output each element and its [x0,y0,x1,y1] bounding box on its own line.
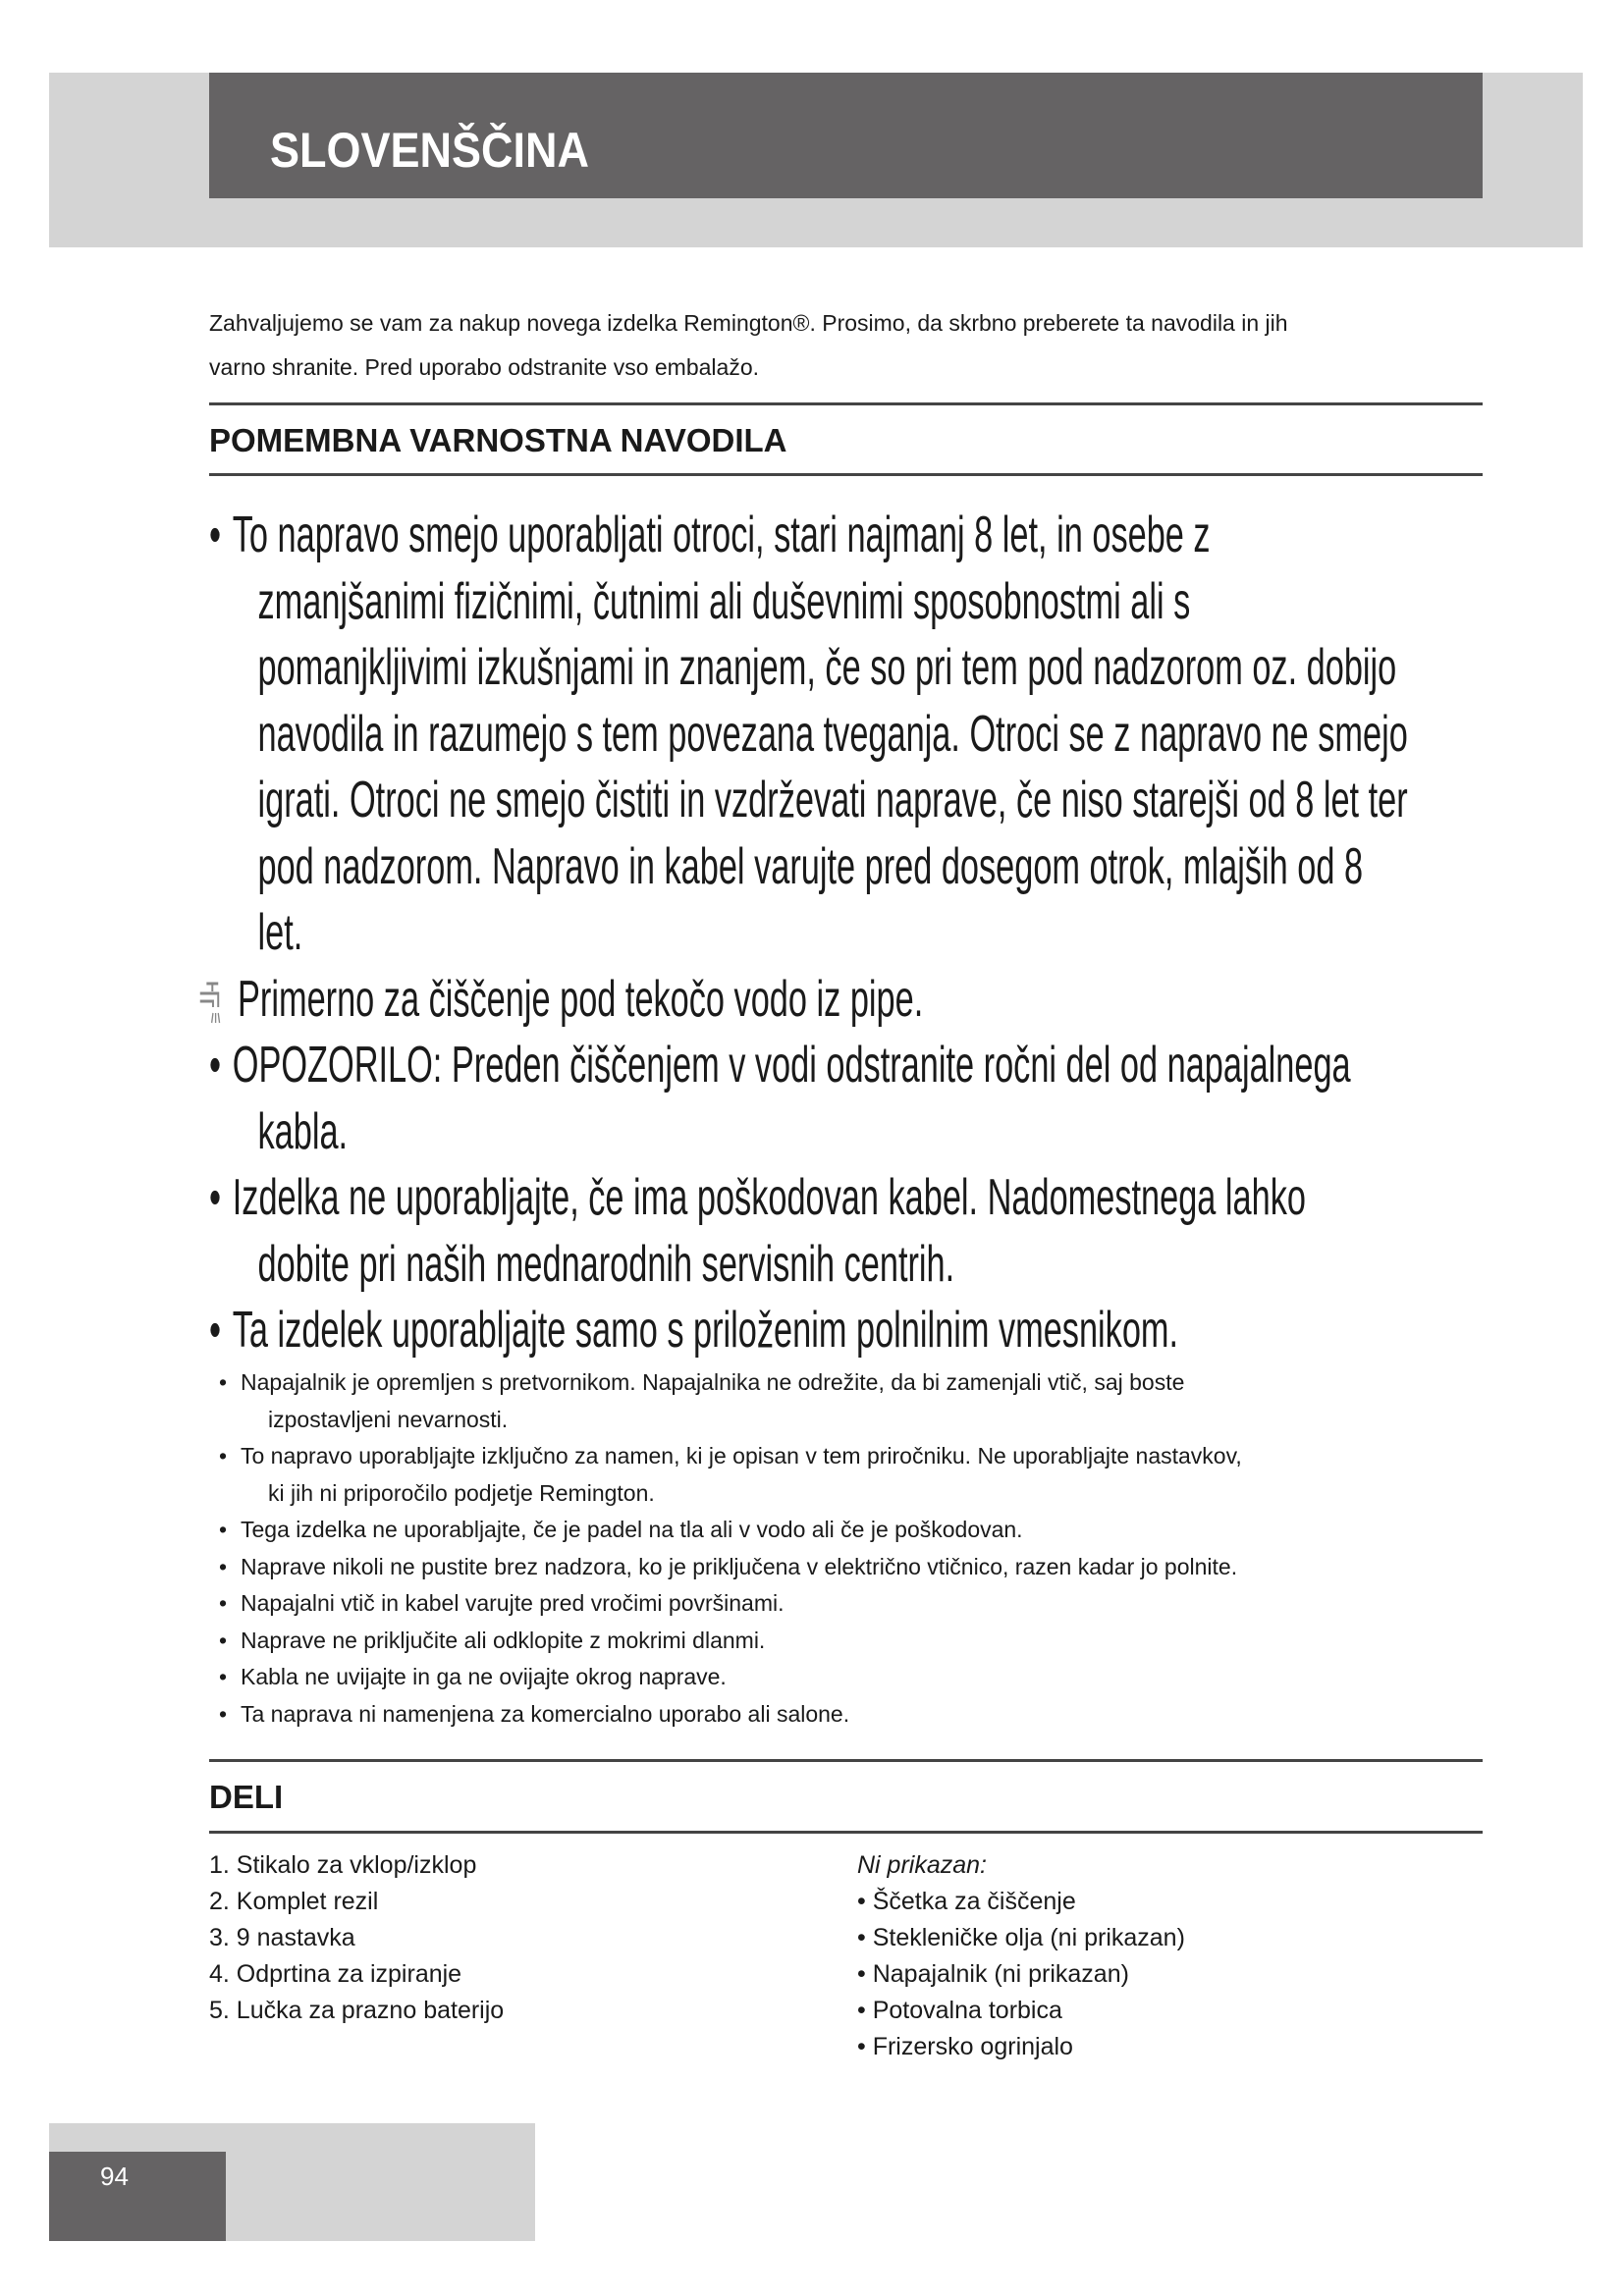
footer-page-box [49,2152,226,2241]
page-title: SLOVENŠČINA [270,123,590,178]
header-title-box [209,73,1483,198]
parts-not-shown-list [857,1847,1185,2065]
parts-numbered-list [209,1847,504,2029]
safety-item-line [209,503,1408,569]
divider [209,1831,1483,1834]
safety-note-line: ki jih ni priporočilo podjetje Remington. [268,1479,655,1506]
accessory-item: • Ščetka za čiščenje [857,1888,1076,1915]
safety-item-line [209,834,1408,901]
safety-item-line [209,1099,1408,1166]
part-item: 5. Lučka za prazno baterijo [209,1997,505,2024]
safety-item-line [209,1298,1408,1364]
bullet: • [209,507,222,563]
parts-heading: DELI [209,1779,284,1815]
safety-item-line [209,702,1408,769]
divider [209,473,1483,476]
bullet: • [209,1037,222,1094]
safety-item-line [209,967,1408,1034]
safety-note-line: • Napajalni vtič in kabel varujte pred vročimi površinami. [219,1590,785,1616]
divider [209,402,1483,405]
divider [209,1759,1483,1762]
safety-note-line: izpostavljeni nevarnosti. [268,1406,509,1432]
safety-note-line: • Napajalnik je opremljen s pretvornikom. Napajalnika ne odrežite, da bi zamenjali vtič, saj boste [219,1369,1185,1395]
safety-item-line [209,1033,1408,1099]
intro-text [209,301,1486,390]
safety-item-line [209,569,1408,636]
safety-note-line: • Naprave ne priključite ali odklopite z mokrimi dlanmi. [219,1627,766,1653]
safety-item-text: Primerno za čiščenje pod tekočo vodo iz pipe. [238,970,924,1028]
safety-heading: POMEMBNA VARNOSTNA NAVODILA [209,422,787,458]
intro-line: Zahvaljujemo se vam za nakup novega izdelka Remington®. Prosimo, da skrbno preberete ta navodila in jih [209,310,1288,336]
safety-note-line: • Tega izdelka ne uporabljajte, če je padel na tla ali v vodo ali če je poškodovan. [219,1517,1023,1542]
safety-item-text: To napravo smejo uporabljati otroci, stari najmanj 8 let, in osebe z [232,507,1211,563]
safety-large-list [209,503,1624,1364]
safety-item-text: dobite pri naših mednarodnih servisnih centrih. [257,1235,955,1293]
page-number: 94 [100,2162,129,2191]
safety-item-line [209,900,1408,967]
bullet: • [209,1169,222,1226]
accessory-item: • Stekleničke olja (ni prikazan) [857,1924,1185,1951]
safety-small-list [219,1364,1242,1733]
not-shown-label: Ni prikazan: [857,1851,987,1879]
safety-note-line: • Naprave nikoli ne pustite brez nadzora, ko je priključena v električno vtičnico, razen kadar jo polnite. [219,1553,1238,1579]
part-item: 4. Odprtina za izpiranje [209,1960,462,1988]
intro-line: varno shranite. Pred uporabo odstranite vso embalažo. [209,354,759,380]
safety-item-text: let. [257,904,303,961]
part-item: 1. Stikalo za vklop/izklop [209,1851,477,1879]
safety-item-line [209,768,1408,834]
safety-note-line: • Kabla ne uvijajte in ga ne ovijajte okrog naprave. [219,1664,727,1689]
safety-item-text: navodila in razumejo s tem povezana tveganja. Otroci se z napravo ne smejo [257,705,1408,763]
safety-item-text: Ta izdelek uporabljajte samo s priloženim polnilnim vmesnikom. [232,1302,1179,1359]
safety-item-text: pod nadzorom. Napravo in kabel varujte pred dosegom otrok, mlajših od 8 [257,837,1364,895]
faucet-icon [198,978,226,1027]
safety-note-line: • Ta naprava ni namenjena za komercialno uporabo ali salone. [219,1700,850,1727]
safety-item-line [209,635,1408,702]
safety-item-text: kabla. [257,1102,349,1160]
part-item: 3. 9 nastavka [209,1924,355,1951]
accessory-item: • Napajalnik (ni prikazan) [857,1960,1129,1988]
safety-item-text: igrati. Otroci ne smejo čistiti in vzdrževati naprave, če niso starejši od 8 let ter [257,772,1408,828]
accessory-item: • Frizersko ogrinjalo [857,2033,1073,2060]
safety-item-text: zmanjšanimi fizičnimi, čutnimi ali duševnimi sposobnostmi ali s [257,572,1191,630]
safety-item-text: OPOZORILO: Preden čiščenjem v vodi odstranite ročni del od napajalnega [232,1037,1351,1094]
safety-item-line [209,1232,1408,1299]
accessory-item: • Potovalna torbica [857,1997,1062,2024]
bullet: • [209,1302,222,1359]
safety-item-text: pomanjkljivimi izkušnjami in znanjem, če so pri tem pod nadzorom oz. dobijo [257,639,1397,696]
part-item: 2. Komplet rezil [209,1888,379,1915]
safety-note-line: • To napravo uporabljajte izključno za namen, ki je opisan v tem priročniku. Ne uporabljajte nastavkov, [219,1443,1242,1468]
safety-item-text: Izdelka ne uporabljajte, če ima poškodovan kabel. Nadomestnega lahko [232,1169,1306,1226]
safety-item-line [209,1165,1408,1232]
